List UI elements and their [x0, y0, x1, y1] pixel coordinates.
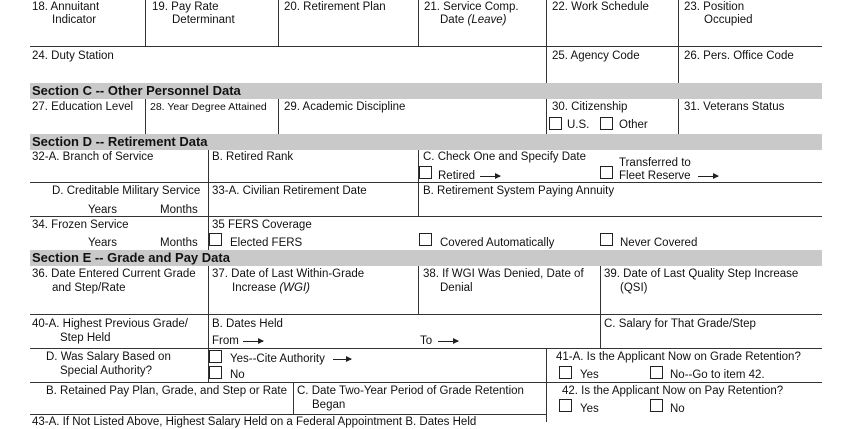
- work-schedule-label: 22. Work Schedule: [552, 1, 649, 13]
- pay-retention-no-checkbox[interactable]: [650, 399, 663, 412]
- fers-coverage-label: 35 FERS Coverage: [212, 219, 312, 231]
- divider: [208, 266, 209, 314]
- yes-cite-authority-label: Yes--Cite Authority: [230, 353, 325, 365]
- divider: [678, 0, 679, 46]
- section-c-header: Section C -- Other Personnel Data: [30, 83, 822, 99]
- to-label: To: [420, 335, 433, 347]
- grade-retention-no-checkbox[interactable]: [650, 366, 663, 379]
- service-comp-date-label-2: Date (Leave): [440, 14, 507, 26]
- annuitant-indicator-label: 18. Annuitant: [32, 1, 100, 13]
- pay-retention-yes-checkbox[interactable]: [559, 399, 572, 412]
- highest-previous-grade-label: 40-A. Highest Previous Grade/: [32, 318, 188, 330]
- row-divider: [30, 216, 822, 217]
- divider: [145, 0, 146, 46]
- position-occupied-label-2: Occupied: [704, 14, 753, 26]
- transferred-checkbox[interactable]: [600, 166, 613, 179]
- row-divider: [30, 382, 546, 383]
- arrow-right-icon: [480, 176, 500, 177]
- citizenship-other-label: Other: [619, 119, 648, 131]
- citizenship-other-checkbox[interactable]: [600, 117, 613, 130]
- date-entered-grade-label: 36. Date Entered Current Grade: [32, 268, 196, 280]
- citizenship-us-label: U.S.: [567, 119, 590, 131]
- divider: [208, 314, 209, 348]
- divider: [145, 99, 146, 134]
- academic-discipline-label: 29. Academic Discipline: [284, 101, 406, 113]
- retained-pay-plan-label: B. Retained Pay Plan, Grade, and Step or Rate: [46, 385, 288, 397]
- last-qsi-date-label: 39. Date of Last Quality Step Increase: [604, 268, 799, 280]
- veterans-status-label: 31. Veterans Status: [684, 101, 785, 113]
- retirement-system-label: B. Retirement System Paying Annuity: [423, 185, 615, 197]
- frozen-years-label: Years: [88, 237, 117, 249]
- wgi-denied-label: 38. If WGI Was Denied, Date of: [423, 268, 584, 280]
- last-qsi-date-label-2: (QSI): [620, 282, 648, 294]
- row-divider: [30, 314, 822, 315]
- covered-automatically-label: Covered Automatically: [440, 237, 555, 249]
- divider: [546, 0, 547, 46]
- section-e-header: Section E -- Grade and Pay Data: [30, 250, 822, 266]
- highest-federal-salary-label: 43-A. If Not Listed Above, Highest Salary Held on a Federal Appointment B. Dates Held: [32, 416, 477, 428]
- divider: [418, 266, 419, 314]
- arrow-right-icon: [438, 341, 458, 342]
- pay-retention-yes-label: Yes: [580, 403, 599, 415]
- salary-grade-step-label: C. Salary for That Grade/Step: [604, 318, 756, 330]
- education-level-label: 27. Education Level: [32, 101, 134, 113]
- dates-held-label: B. Dates Held: [212, 318, 283, 330]
- check-one-specify-date-label: C. Check One and Specify Date: [423, 151, 586, 163]
- divider: [678, 46, 679, 83]
- no-authority-checkbox[interactable]: [209, 366, 222, 379]
- highest-previous-grade-label-2: Step Held: [60, 332, 111, 344]
- last-wgi-date-label: 37. Date of Last Within-Grade: [212, 268, 365, 280]
- frozen-service-label: 34. Frozen Service: [32, 219, 129, 231]
- arrow-right-icon: [698, 176, 718, 177]
- retired-label: Retired: [438, 170, 476, 182]
- pay-rate-determinant-label: 19. Pay Rate: [152, 1, 219, 13]
- agency-code-label: 25. Agency Code: [552, 50, 640, 62]
- transferred-label: Transferred to: [619, 157, 691, 169]
- year-degree-attained-label: 28. Year Degree Attained: [150, 101, 267, 113]
- divider: [418, 0, 419, 46]
- never-covered-checkbox[interactable]: [600, 233, 613, 246]
- never-covered-label: Never Covered: [620, 237, 698, 249]
- military-years-label: Years: [88, 204, 117, 216]
- wgi-denied-label-2: Denial: [440, 282, 473, 294]
- annuitant-indicator-label-2: Indicator: [52, 14, 97, 26]
- divider: [278, 99, 279, 134]
- row-divider: [30, 46, 822, 47]
- divider: [600, 314, 601, 348]
- creditable-military-service-label: D. Creditable Military Service: [52, 185, 201, 197]
- no-authority-label: No: [230, 369, 245, 381]
- divider: [678, 99, 679, 134]
- elected-fers-label: Elected FERS: [230, 237, 303, 249]
- pay-retention-label: 42. Is the Applicant Now on Pay Retention?: [562, 385, 784, 397]
- last-wgi-date-label-2: Increase (WGI): [232, 282, 310, 294]
- duty-station-label: 24. Duty Station: [32, 50, 114, 62]
- citizenship-label: 30. Citizenship: [552, 101, 628, 113]
- grade-retention-label: 41-A. Is the Applicant Now on Grade Retention?: [556, 351, 801, 363]
- position-occupied-label: 23. Position: [684, 1, 745, 13]
- pers-office-code-label: 26. Pers. Office Code: [684, 50, 794, 62]
- from-label: From: [212, 335, 239, 347]
- fleet-reserve-label: Fleet Reserve: [619, 170, 691, 182]
- pay-rate-determinant-label-2: Determinant: [172, 14, 235, 26]
- divider: [546, 348, 547, 422]
- retired-rank-label: B. Retired Rank: [212, 151, 294, 163]
- retired-checkbox[interactable]: [419, 166, 432, 179]
- row-divider: [546, 382, 822, 383]
- divider: [546, 46, 547, 83]
- grade-retention-began-label-2: Began: [312, 399, 346, 411]
- section-d-header: Section D -- Retirement Data: [30, 134, 822, 150]
- pay-retention-no-label: No: [670, 403, 685, 415]
- date-entered-grade-label-2: and Step/Rate: [52, 282, 126, 294]
- divider: [600, 266, 601, 314]
- row-divider: [30, 414, 546, 415]
- arrow-right-icon: [243, 341, 263, 342]
- covered-automatically-checkbox[interactable]: [419, 233, 432, 246]
- military-months-label: Months: [160, 204, 198, 216]
- divider: [546, 99, 547, 134]
- frozen-months-label: Months: [160, 237, 198, 249]
- salary-special-authority-label-2: Special Authority?: [60, 365, 153, 377]
- divider: [418, 150, 419, 216]
- divider: [208, 150, 209, 216]
- divider: [278, 0, 279, 46]
- yes-cite-authority-checkbox[interactable]: [209, 350, 222, 363]
- grade-retention-yes-label: Yes: [580, 369, 599, 381]
- service-comp-date-label: 21. Service Comp.: [424, 1, 519, 13]
- row-divider: [30, 348, 822, 349]
- civilian-retirement-date-label: 33-A. Civilian Retirement Date: [212, 185, 367, 197]
- grade-retention-began-label: C. Date Two-Year Period of Grade Retention: [297, 385, 524, 397]
- retirement-plan-label: 20. Retirement Plan: [284, 1, 386, 13]
- row-divider: [30, 182, 822, 183]
- arrow-right-icon: [333, 359, 351, 360]
- elected-fers-checkbox[interactable]: [209, 233, 222, 246]
- salary-special-authority-label: D. Was Salary Based on: [46, 351, 171, 363]
- grade-retention-no-label: No--Go to item 42.: [670, 369, 765, 381]
- divider: [293, 382, 294, 414]
- citizenship-us-checkbox[interactable]: [549, 117, 562, 130]
- branch-of-service-label: 32-A. Branch of Service: [32, 151, 154, 163]
- grade-retention-yes-checkbox[interactable]: [559, 366, 572, 379]
